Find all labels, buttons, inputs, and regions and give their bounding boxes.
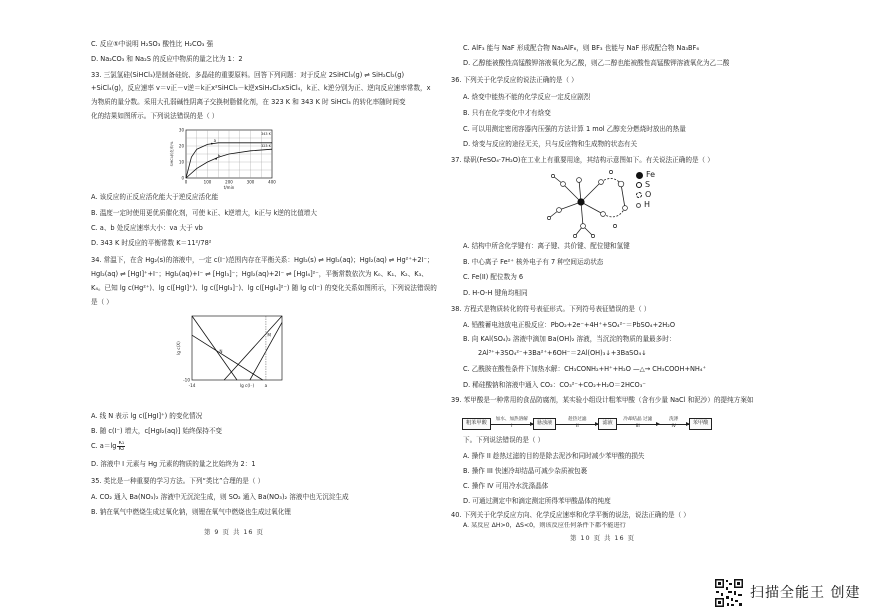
data-point-b <box>215 158 217 160</box>
q34-option-b: B. 随 c(I⁻) 增大，c[HgI₂(aq)] 始终保持不变 <box>91 427 223 435</box>
q37-option-c: C. Fe(II) 配位数为 6 <box>463 273 524 281</box>
legend-fe-label: Fe <box>646 170 656 179</box>
q34-chart-svg <box>170 312 286 402</box>
qr-code-svg <box>714 578 744 608</box>
series-line-1 <box>192 335 263 380</box>
q34-option-a: A. 线 N 表示 lg c([HgI]⁺) 的变化情况 <box>91 412 203 420</box>
flow-arrow-2-top: 趁热过滤 <box>568 417 587 422</box>
y-tick-label: 0 <box>181 175 184 181</box>
watermark-text: 扫描全能王 创建 <box>750 584 861 601</box>
q38-option-c: C. 乙酰胺在酸性条件下加热水解：CH₃CONH₂+H⁺+H₂O —△→ CH₃COOH+NH₄⁺ <box>463 365 706 373</box>
page-footer-left: 第 9 页 共 16 页 <box>204 528 264 536</box>
q39-stem-line: 39. 苯甲酸是一种常用的食品防腐剂，某实验小组设计粗苯甲酸（含有少量 NaCl 和泥沙）的提纯方案如 <box>451 396 754 404</box>
x-tick-label: 400 <box>268 179 276 185</box>
q40-stem: 40. 下列关于化学反应方向、化学反应速率和化学平衡的说法，说法正确的是（ ） <box>451 511 690 519</box>
series-line-0 <box>192 316 237 380</box>
arrow-right-icon <box>617 424 659 425</box>
x-tick-label: 200 <box>225 179 233 185</box>
x-tick-label: -14 <box>188 383 196 388</box>
arrow-right-icon <box>659 424 689 425</box>
scanner-watermark <box>714 578 860 608</box>
o-atom-icon <box>636 192 642 198</box>
q36-option-d: D. 焓变与反应的途径无关，只与反应物和生成物的状态有关 <box>463 140 638 148</box>
legend-o-label: O <box>645 190 652 199</box>
flow-arrow-2-num: II <box>575 424 579 430</box>
fe-atom-icon <box>636 172 643 179</box>
series-label-n: N <box>219 349 223 355</box>
flow-mid2-box: 滤液 <box>598 418 616 429</box>
q33-option-a: A. 该反应的正反应活化能大于逆反应活化能 <box>91 193 219 201</box>
q39-flowchart <box>462 416 712 432</box>
y-tick-label: -10 <box>183 377 190 383</box>
q39-option-c: C. 操作 IV 可用冷水洗涤晶体 <box>463 482 549 490</box>
q36-option-b: B. 只有在化学变化中才有焓变 <box>463 109 551 117</box>
legend-h-label: H <box>644 200 651 209</box>
legend-o <box>636 190 655 200</box>
flow-arrow-3-top: 冷却结晶 过滤 <box>623 417 653 422</box>
point-label-b: b <box>217 153 221 159</box>
page-10 <box>438 0 870 560</box>
q38-option-b: B. 向 KAl(SO₄)₂ 溶液中滴加 Ba(OH)₂ 溶液，当沉淀的物质的量最多时： <box>463 335 676 343</box>
y-tick-label: 30 <box>178 127 184 133</box>
y-axis-label: lg c(X) <box>176 341 181 355</box>
series-line-2 <box>224 316 282 380</box>
y-tick-label: 10 <box>178 159 184 165</box>
q39-option-b: B. 操作 III 快速冷却结晶可减少杂质被包裹 <box>463 467 588 475</box>
legend-h <box>636 200 655 210</box>
q34-option-c-prefix: C. a＝lg <box>91 442 117 451</box>
q36-option-a: A. 焓变中能热不能的化学反应一定反应剧烈 <box>463 93 591 101</box>
q35-stem: 35. 类比是一种重要的学习方法。下列“类比”合理的是（ ） <box>91 477 265 485</box>
q37-stem: 37. 绿矾(FeSO₄·7H₂O)在工业上有重要用途，其结构示意图如下。有关说法正确的是（ ） <box>451 156 714 164</box>
q33-stem-line: 33. 三氯氢硅(SiHCl₃)是制备硅烷、多晶硅的重要原料。回答下列问题：对于反应 2SiHCl₃(g) ⇌ SiH₂Cl₂(g) <box>91 71 405 79</box>
point-label-a: a <box>213 138 217 144</box>
q35-option-d: D. 乙醇能被酸性高锰酸钾溶液氧化为乙酸，则乙二醇也能被酸性高锰酸钾溶液氧化为乙二酸 <box>463 59 730 67</box>
qr-code-icon <box>714 578 744 608</box>
annotation-label: 323 K <box>261 144 271 148</box>
q34-stem-line: 34. 常温下，在含 Hg₂(s)的溶液中，一定 c(I⁻)范围内存在平衡关系：HgI₂(s) ⇌ HgI₂(aq)；HgI₂(aq) ⇌ Hg²⁺+2I⁻； <box>91 256 434 264</box>
q37-structure-legend <box>636 170 655 210</box>
q34-stem-line: HgI₂(aq) ⇌ [HgI]⁺+I⁻；HgI₂(aq)+I⁻ ⇌ [HgI₃]⁻；HgI₂(aq)+2I⁻ ⇌ [HgI₄]²⁻，平衡常数依次为 K₀、K₁、K₂、K₃、 <box>91 270 428 278</box>
flow-mid1-box: 悬浊液 <box>533 418 557 429</box>
flow-start-box: 粗苯甲酸 <box>462 418 491 429</box>
flow-arrow-1-top: 加水、加热溶解 <box>495 417 528 422</box>
s-atom-icon <box>636 182 642 188</box>
q35-option-b: B. 钠在氧气中燃烧生成过氧化钠，则锂在氧气中燃烧也生成过氧化锂 <box>91 508 291 516</box>
q37-option-b: B. 中心离子 Fe²⁺ 核外电子有 7 种空间运动状态 <box>463 258 604 266</box>
q33-option-d: D. 343 K 时反应的平衡常数 K＝11²/78² <box>91 239 212 247</box>
annotation-label: 343 K <box>261 132 271 136</box>
plot-frame <box>192 316 282 380</box>
flow-arrow-4-top: 洗涤 <box>669 417 679 422</box>
q32-option-d: D. Na₂CO₃ 和 Na₂S 的反应中物质的量之比为 1：2 <box>91 55 243 63</box>
q34-hg-chart <box>170 312 286 402</box>
q34-option-c-denominator: K₂ <box>118 446 125 453</box>
q34-option-d: D. 溶液中 I 元素与 Hg 元素的物质的量之比始终为 2：1 <box>91 460 256 468</box>
flow-arrow-1 <box>491 418 533 430</box>
q32-option-c: C. 反应⑤中说明 H₂SO₃ 酸性比 H₂CO₃ 强 <box>91 40 214 48</box>
q33-stem-line: 为物质的量分数。采用大孔弱碱性阴离子交换树脂催化剂，在 323 K 和 343 K 时 SiHCl₃ 的转化率随时间变 <box>91 98 406 106</box>
x-axis-label: t/min <box>223 185 235 190</box>
q33-stem-line: 化的结果如图所示。下列说法错误的是（ ） <box>91 112 219 120</box>
q33-stem-line: +SiCl₄(g)，反应速率 v＝v正－v逆＝k正x²SiHCl₃－k逆xSiH₂Cl₂xSiCl₄，k正、k逆分别为正、逆向反应速率常数，x <box>91 84 431 92</box>
legend-s-label: S <box>645 180 651 189</box>
x-axis-label: lg c(I⁻) <box>239 383 255 388</box>
flow-arrow-1-num: I <box>511 424 513 430</box>
q37-option-a: A. 结构中所含化学键有：离子键、共价键、配位键和氢键 <box>463 242 630 250</box>
flow-arrow-4-num: IV <box>671 424 676 430</box>
x-tick-label: 300 <box>246 179 255 185</box>
arrow-right-icon <box>556 424 598 425</box>
q33-option-b: B. 温度一定时使用更优质催化剂，可使 k正、k逆增大，k正与 k逆的比值增大 <box>91 209 317 217</box>
q39-option-a: A. 操作 II 趁热过滤的目的是除去泥沙和同时减少苯甲酸的损失 <box>463 452 645 460</box>
x-tick-label: a <box>264 383 268 388</box>
q39-option-d: D. 可通过测定中和滴定测定所得苯甲酸晶体的纯度 <box>463 497 611 505</box>
q33-conversion-chart <box>168 124 276 190</box>
q39-stem-line: 下。下列说法错误的是（ ） <box>463 436 545 444</box>
q37-structure-svg <box>541 162 641 242</box>
x-tick-label: 0 <box>184 179 188 185</box>
q34-option-c-numerator: K₁ <box>118 441 125 446</box>
q37-option-d: D. H-O-H 键角均相同 <box>463 289 528 297</box>
q34-stem-line: K₄。已知 lg c(Hg²⁺)、lg c([HgI]⁺)、lg c([HgI₃]⁻)、lg c([HgI₄]²⁻) 随 lg c(I⁻) 的变化关系如图所示，下列说法错误的 <box>91 284 437 292</box>
q33-option-c: C. a、b 处反应速率大小：va 大于 vb <box>91 224 203 232</box>
data-point-a <box>211 143 213 145</box>
q34-option-c-fraction <box>117 441 125 453</box>
q33-chart-svg <box>168 124 276 190</box>
page-footer-right: 第 10 页 共 16 页 <box>570 534 635 542</box>
q36-option-c: C. 可以用测定密闭容器内压强的方法计算 1 mol 乙醇充分燃烧时放出的热量 <box>463 125 686 133</box>
q40-option-a: A. 某反应 ΔH>0，ΔS<0，则该反应任何条件下都不能进行 <box>463 522 626 529</box>
flow-arrow-3 <box>617 418 659 430</box>
page-9 <box>0 0 440 560</box>
q38-option-a: A. 铅酸蓄电池放电正极反应：PbO₂+2e⁻+4H⁺+SO₄²⁻＝PbSO₄+2H₂O <box>463 321 676 329</box>
series-label-m: M <box>267 332 271 338</box>
q38-option-b-equation: 2Al³⁺+3SO₄²⁻+3Ba²⁺+6OH⁻＝2Al(OH)₃↓+3BaSO₄↓ <box>478 349 647 357</box>
q34-stem-line: 是（ ） <box>91 298 113 306</box>
flow-arrow-4 <box>659 418 689 430</box>
q34-option-c <box>91 441 125 453</box>
q35-option-a: A. CO₂ 通入 Ba(NO₃)₂ 溶液中无沉淀生成，则 SO₂ 通入 Ba(NO₃)₂ 溶液中也无沉淀生成 <box>91 493 349 501</box>
legend-fe <box>636 170 655 180</box>
flow-arrow-2 <box>556 418 598 430</box>
arrow-right-icon <box>491 424 533 425</box>
q38-stem: 38. 方程式是物质转化的符号表征形式。下列符号表征错误的是（ ） <box>451 305 651 313</box>
y-axis-label: SiHCl₃转化率/% <box>170 141 174 167</box>
flow-end-box: 苯甲酸 <box>689 418 713 429</box>
x-tick-label: 100 <box>203 179 212 185</box>
q35-option-c: C. AlF₃ 能与 NaF 形成配合物 Na₃AlF₆，则 BF₃ 也能与 NaF 形成配合物 Na₃BF₆ <box>463 44 699 52</box>
flow-arrow-3-num: III <box>635 424 640 430</box>
y-tick-label: 20 <box>178 143 184 149</box>
h-atom-icon <box>636 203 641 208</box>
legend-s <box>636 180 655 190</box>
q36-stem: 36. 下列关于化学反应的说法正确的是（ ） <box>451 76 578 84</box>
q38-option-d: D. 稀硅酸钠和溶液中通入 CO₂：CO₃²⁻+CO₂+H₂O＝2HCO₃⁻ <box>463 381 646 389</box>
